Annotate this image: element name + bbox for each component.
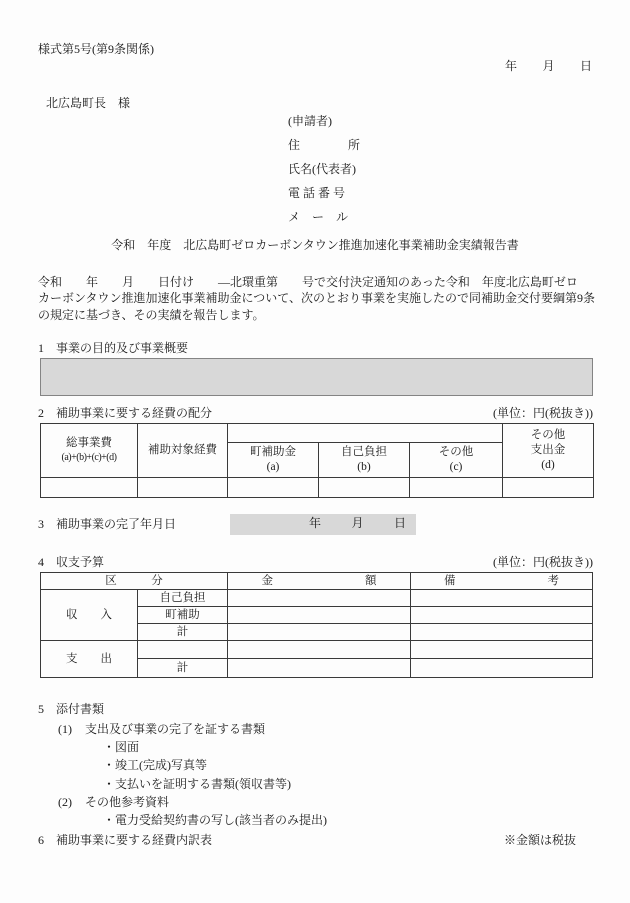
- applicant-phone-label: 電 話 番 号: [288, 186, 346, 200]
- section3-heading: 3 補助事業の完了年月日: [38, 517, 177, 531]
- income-town-amount-cell[interactable]: [228, 607, 411, 624]
- header-date-year: 年: [505, 59, 518, 73]
- self-payment-header: 自己負担 (b): [319, 443, 410, 478]
- income-total-note-cell[interactable]: [411, 624, 593, 641]
- header-date-line: [505, 59, 592, 74]
- other-spending-line2: 支出金: [530, 444, 566, 456]
- other-spending-header: [503, 424, 594, 478]
- applicant-mail-label: メ ー ル: [288, 210, 349, 224]
- attachment-sub-contract: ・電力受給契約書の写し(該当者のみ提出): [103, 813, 327, 827]
- category-column-header: 区 分: [41, 573, 228, 590]
- attachment-sub-drawing: ・図面: [103, 740, 140, 754]
- income-row-total-label: 計: [138, 624, 228, 641]
- target-expense-header: 補助対象経費: [138, 424, 228, 478]
- income-self-amount-cell[interactable]: [228, 590, 411, 607]
- total-cost-label: 総事業費: [66, 437, 112, 450]
- total-cost-header: [41, 424, 138, 478]
- amount-column-header: 金 額: [228, 573, 411, 590]
- other-header: その他 (c): [410, 443, 503, 478]
- expense-note-cell[interactable]: [411, 641, 593, 659]
- section5-heading: 5 添付書類: [38, 702, 105, 716]
- section2-unit: (単位：円(税抜き)): [493, 406, 593, 420]
- other-spending-key: (d): [541, 459, 555, 471]
- document-title: 令和 年度 北広島町ゼロカーボンタウン推進加速化事業補助金実績報告書: [111, 238, 519, 252]
- completion-date-year: 年: [309, 516, 322, 530]
- attachment-item-2-text: その他参考資料: [85, 795, 170, 809]
- expense-group-label: 支 出: [41, 641, 138, 678]
- attachment-item-1-num: (1): [58, 722, 72, 736]
- body-line-1: 令和 年 月 日付け ―北環重第 号で交付決定通知のあった令和 年度北広島町ゼロ: [38, 275, 578, 289]
- completion-date-day: 日: [393, 516, 406, 530]
- other-spending-line1: その他: [530, 429, 566, 441]
- section1-heading: 1 事業の目的及び事業概要: [38, 341, 189, 355]
- note-column-header: 備 考: [411, 573, 593, 590]
- section4-heading: 4 収支予算: [38, 555, 105, 569]
- attachment-item-2: [58, 795, 169, 810]
- header-date-day: 日: [579, 59, 592, 73]
- purpose-input-area[interactable]: [40, 358, 593, 396]
- attachment-item-1-text: 支出及び事業の完了を証する書類: [85, 722, 266, 736]
- other-spending-input-cell[interactable]: [503, 478, 594, 498]
- income-total-amount-cell[interactable]: [228, 624, 411, 641]
- spacer-header-cell: [228, 424, 503, 443]
- applicant-name-label: 氏名(代表者): [288, 162, 356, 176]
- income-town-note-cell[interactable]: [411, 607, 593, 624]
- tax-excluded-note: ※金額は税抜: [504, 833, 577, 847]
- expense-amount-cell[interactable]: [228, 641, 411, 659]
- section2-heading: 2 補助事業に要する経費の配分: [38, 406, 213, 420]
- applicant-address-label: 住 所: [288, 138, 361, 152]
- other-input-cell[interactable]: [410, 478, 503, 498]
- body-paragraph: [38, 274, 598, 323]
- attachment-item-1: [58, 722, 265, 737]
- body-line-2: カーボンタウン推進加速化事業補助金について、次のとおり事業を実施したので同補助金交付要綱第9条: [38, 291, 596, 306]
- income-group-label: 収 入: [41, 590, 138, 641]
- completion-date-input[interactable]: [230, 514, 416, 535]
- attachment-item-2-num: (2): [58, 795, 72, 809]
- body-line-3: の規定に基づき、その実績を報告します。: [38, 307, 265, 322]
- header-date-month: 月: [542, 59, 555, 73]
- expense-allocation-table: [40, 423, 594, 498]
- income-self-note-cell[interactable]: [411, 590, 593, 607]
- expense-row-total-label: 計: [138, 659, 228, 678]
- income-row-town-label: 町補助: [138, 607, 228, 624]
- attachment-sub-photos: ・竣工(完成)写真等: [103, 758, 207, 772]
- total-cost-formula: (a)+(b)+(c)+(d): [61, 452, 117, 464]
- self-payment-input-cell[interactable]: [319, 478, 410, 498]
- section4-unit: (単位：円(税抜き)): [493, 555, 593, 569]
- applicant-label: (申請者): [288, 114, 332, 128]
- addressee: 北広島町長 様: [46, 96, 131, 110]
- applicant-block: [288, 114, 448, 225]
- town-subsidy-input-cell[interactable]: [228, 478, 319, 498]
- completion-date-month: 月: [351, 516, 364, 530]
- expense-total-amount-cell[interactable]: [228, 659, 411, 678]
- section6-heading: 6 補助事業に要する経費内訳表: [38, 833, 213, 847]
- expense-row-blank-label[interactable]: [138, 641, 228, 659]
- attachment-sub-receipts: ・支払いを証明する書類(領収書等): [103, 777, 291, 791]
- expense-total-note-cell[interactable]: [411, 659, 593, 678]
- town-subsidy-header: 町補助金 (a): [228, 443, 319, 478]
- target-expense-input-cell[interactable]: [138, 478, 228, 498]
- form-number: 様式第5号(第9条関係): [38, 42, 154, 56]
- budget-table: [40, 572, 593, 678]
- total-cost-input-cell[interactable]: [41, 478, 138, 498]
- income-row-self-label: 自己負担: [138, 590, 228, 607]
